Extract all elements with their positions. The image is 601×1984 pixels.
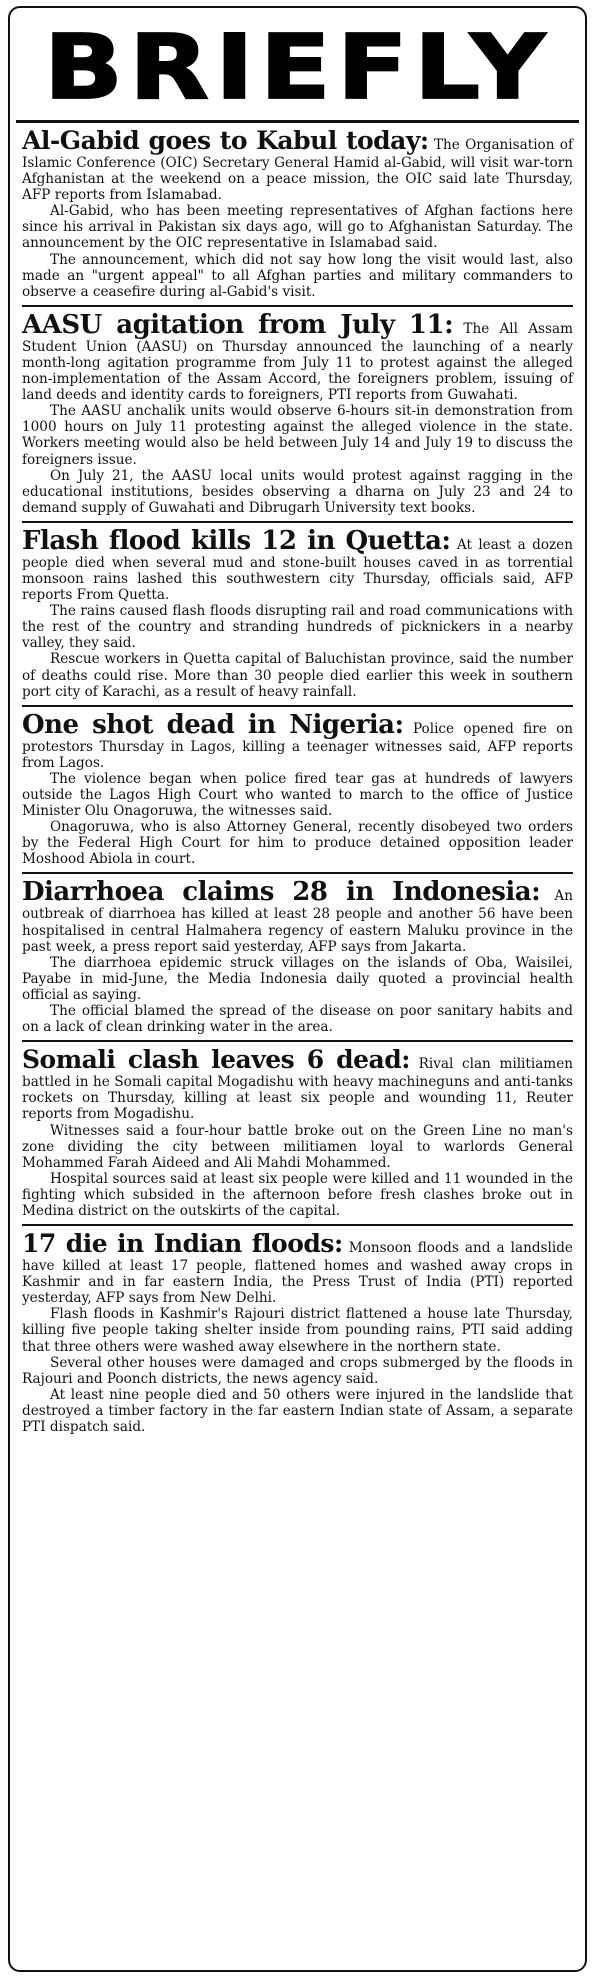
divider: [22, 521, 573, 523]
divider: [22, 1040, 573, 1042]
paragraph: An outbreak of diarrhoea has killed at least 28 people and another 56 have been hospitalised in central Halmahera regency of eastern Maluku province in the past week, a press report said yesterday, AFP says from Jakarta.: [22, 888, 573, 955]
paragraph: Police opened fire on protestors Thursday in Lagos, killing a teenager witnesses said, AFP reports from Lagos.: [22, 720, 574, 771]
news-brief: [22, 1230, 573, 1435]
divider: [22, 872, 573, 874]
divider: [22, 705, 573, 707]
paragraph: The official blamed the spread of the disease on poor sanitary habits and on a lack of clean drinking water in the area.: [22, 1003, 573, 1036]
paragraph: The rains caused flash floods disrupting rail and road communications with the rest of the country and stranding hundreds of picknickers in a nearby valley, they said.: [22, 603, 573, 652]
divider: [22, 305, 573, 307]
headline: Somali clash leaves 6 dead:: [22, 1045, 410, 1075]
paragraph: The diarrhoea epidemic struck villages on the islands of Oba, Waisilei, Payabe in mid-June, the Media Indonesia daily quoted a provincial health official as saying.: [22, 954, 573, 1003]
paragraph: Several other houses were damaged and crops submerged by the floods in Rajouri and Poonch districts, the news agency said.: [22, 1354, 573, 1387]
paragraph: The announcement, which did not say how long the visit would last, also made an "urgent appeal" to all Afghan parties and military commanders to observe a ceasefire during al-Gabid's visit.: [22, 251, 573, 300]
news-brief: [22, 1046, 573, 1219]
headline: 17 die in Indian floods:: [22, 1229, 343, 1259]
paragraph: The AASU anchalik units would observe 6-hours sit-in demonstration from 1000 hours on July 11 protesting against the alleged violence in the state. Workers meeting would also be held between July 14 and July 19 to discuss the foreigners issue.: [22, 403, 573, 468]
headline: One shot dead in Nigeria:: [22, 709, 404, 740]
paragraph: At least a dozen people died when several mud and stone-built houses caved in as torrential monsoon rains lashed this southwestern city Thursday, officials said, AFP reports From Quetta.: [22, 536, 573, 604]
divider: [22, 1224, 573, 1226]
news-brief: [22, 311, 573, 516]
paragraph: The All Assam Student Union (AASU) on Thursday announced the launching of a nearly month-long agitation programme from July 11 to protest against the alleged non-implementation of the Assam Accord, the foreigners problem, issuing of land deeds and identity cards to foreigners, PTI reports from Guwahati.: [22, 320, 573, 404]
masthead-title: BRIEFLY: [43, 14, 552, 120]
news-brief: [22, 127, 573, 300]
headline: Al-Gabid goes to Kabul today:: [22, 126, 429, 155]
masthead: [16, 14, 579, 123]
paragraph: On July 21, the AASU local units would protest against ragging in the educational institutions, besides observing a dharna on July 23 and 24 to demand supply of Guwahati and Dibrugarh University text books.: [22, 467, 573, 516]
paragraph: At least nine people died and 50 others were injured in the landslide that destroyed a timber factory in the far eastern Indian state of Assam, a separate PTI dispatch said.: [22, 1386, 573, 1435]
headline: Diarrhoea claims 28 in Indonesia:: [22, 877, 541, 908]
paragraph: Al-Gabid, who has been meeting representatives of Afghan factions here since his arrival in Pakistan six days ago, will go to Afghanistan Saturday. The announcement by the OIC representative in Islamabad said.: [22, 203, 573, 252]
paragraph: Rescue workers in Quetta capital of Baluchistan province, said the number of deaths could rise. More than 30 people died earlier this week in southern port city of Karachi, as a result of heavy rainfall.: [22, 651, 573, 700]
paragraph: Flash floods in Kashmir's Rajouri district flattened a house late Thursday, killing five people taking shelter inside from pounding rains, PTI said adding that three others were washed away elsewhere in the northern state.: [22, 1306, 573, 1355]
paragraph: Hospital sources said at least six people were killed and 11 wounded in the fighting which subsided in the afternoon before fresh clashes broke out in Medina district on the outskirts of the capital.: [22, 1170, 573, 1219]
paragraph: The violence began when police fired tear gas at hundreds of lawyers outside the Lagos High Court who wanted to march to the office of Justice Minister Olu Onagoruwa, the witnesses said.: [22, 770, 573, 820]
paragraph: Onagoruwa, who is also Attorney General, recently disobeyed two orders by the Federal High Court for him to produce detained opposition leader Moshood Abiola in court.: [22, 819, 573, 868]
news-brief: [22, 527, 573, 700]
headline: AASU agitation from July 11:: [22, 309, 454, 340]
news-brief: [22, 878, 573, 1035]
paragraph: Witnesses said a four-hour battle broke out on the Green Line no man's zone dividing the city between militiamen loyal to warlords General Mohammed Farah Aideed and Ali Mahdi Mohammed.: [22, 1122, 573, 1171]
paragraph: Monsoon floods and a landslide have killed at least 17 people, flattened homes and washed away crops in Kashmir and in far eastern India, the Press Trust of India (PTI) reported yesterday, AFP says from New Delhi.: [22, 1240, 573, 1307]
headline: Flash flood kills 12 in Quetta:: [22, 525, 451, 556]
paragraph: Rival clan militiamen battled in he Somali capital Mogadishu with heavy machineguns and anti-tanks rockets on Thursday, killing at least six people and wounding 11, Reuter reports from Mogadishu.: [22, 1056, 573, 1123]
paragraph: The Organisation of Islamic Conference (OIC) Secretary General Hamid al-Gabid, will visit war-torn Afghanistan at the weekend on a peace mission, the OIC said late Thursday, AFP reports from Islamabad.: [22, 137, 574, 204]
news-brief: [22, 711, 573, 868]
briefly-column: [8, 6, 587, 1972]
